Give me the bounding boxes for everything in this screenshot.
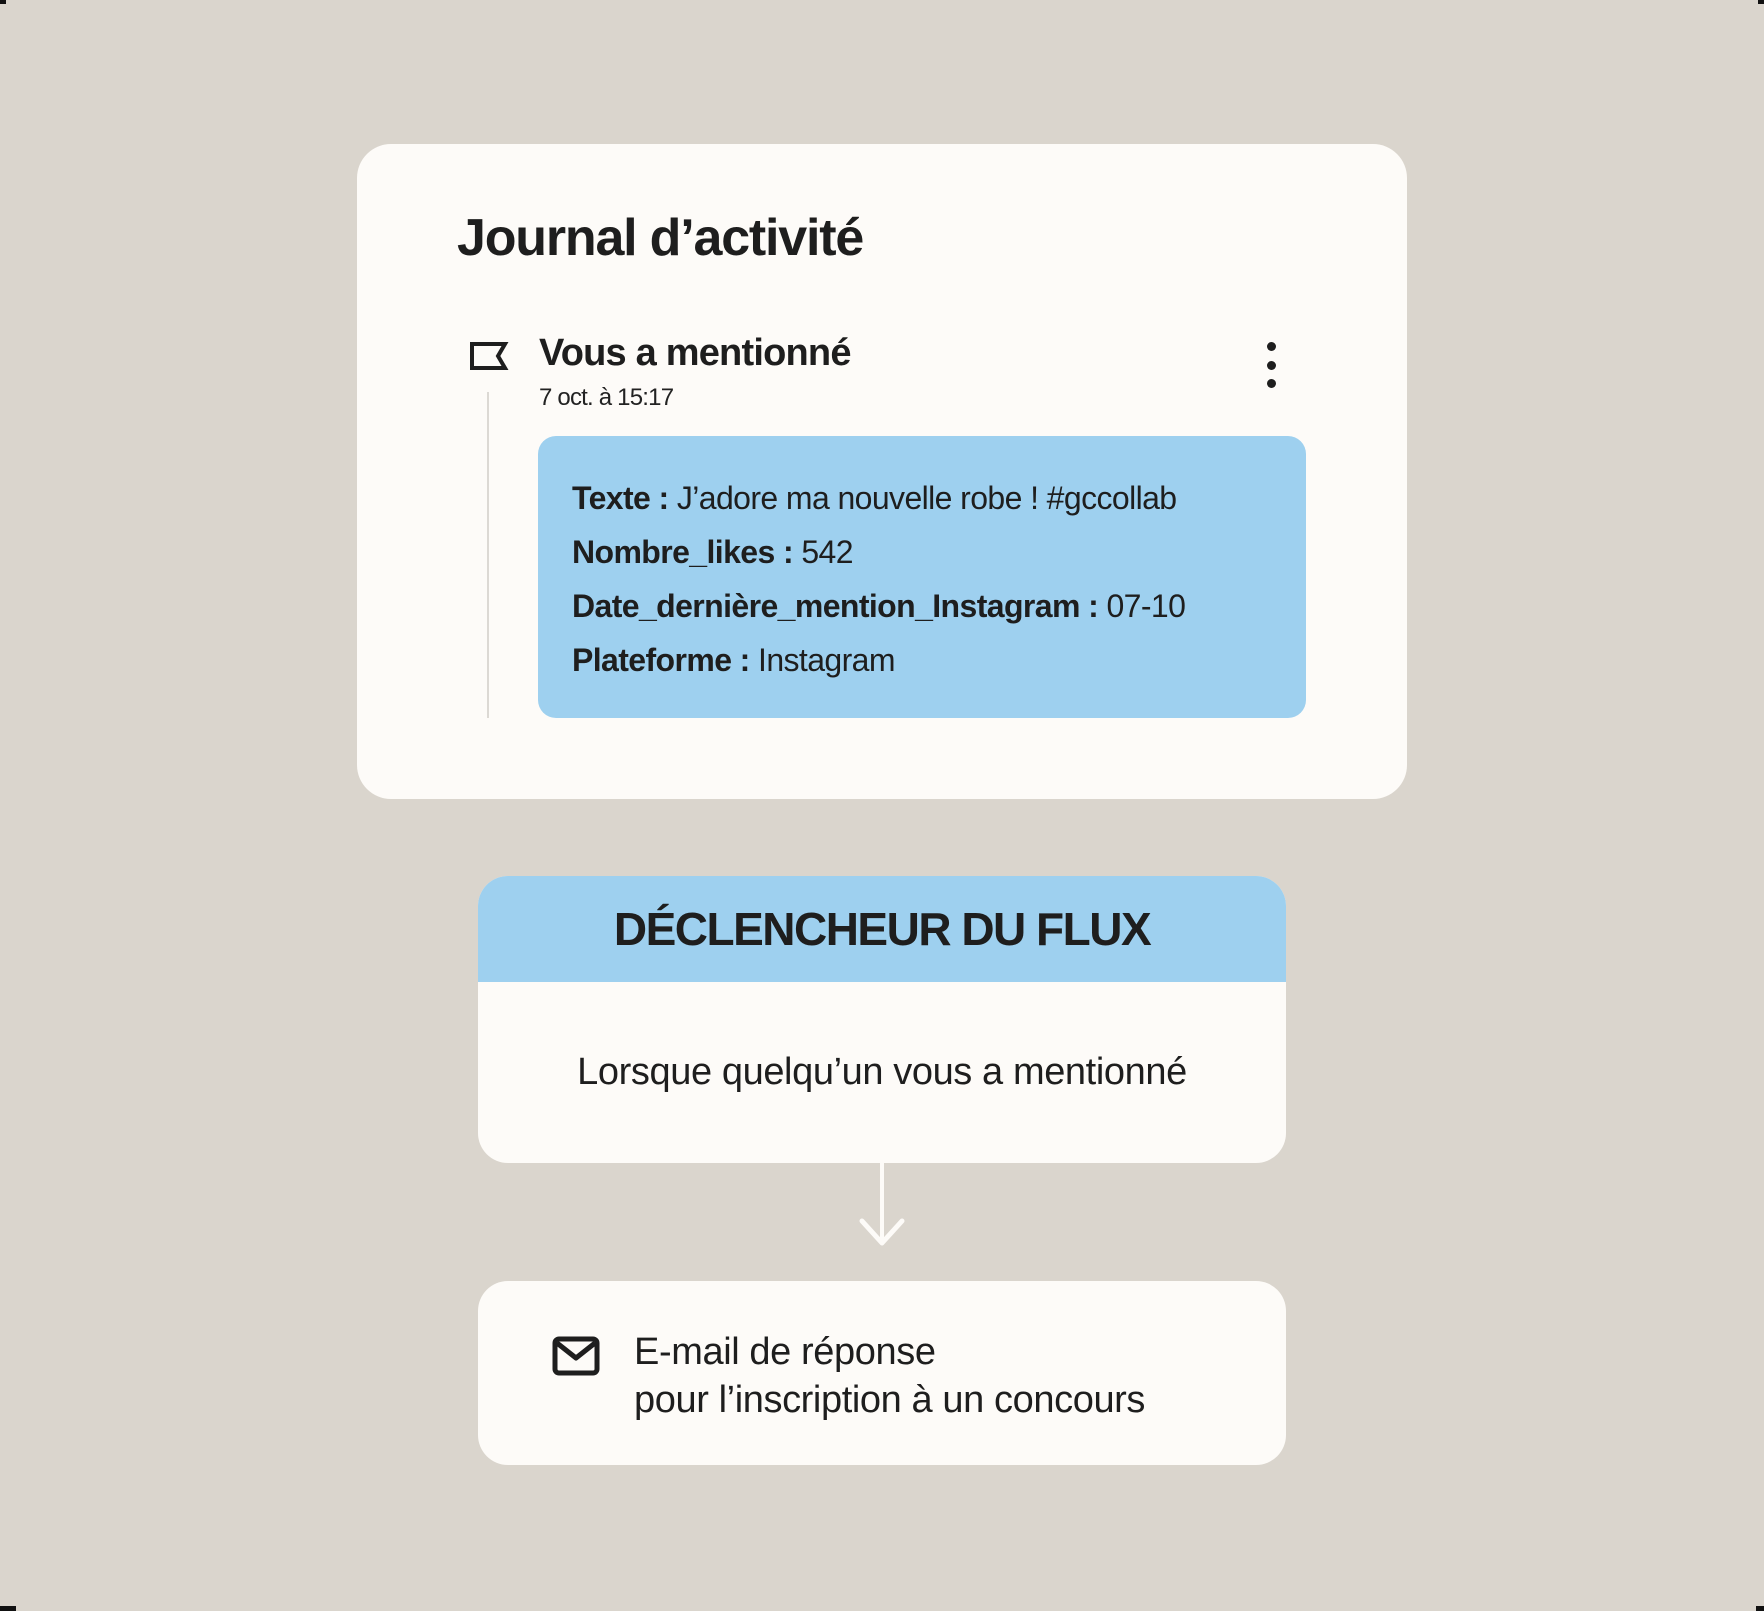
email-action-label bbox=[634, 1328, 1145, 1424]
email-action-card[interactable] bbox=[478, 1281, 1286, 1465]
activity-log-card bbox=[357, 144, 1407, 799]
detail-label: Nombre_likes : bbox=[572, 534, 794, 570]
flow-trigger-body bbox=[478, 982, 1286, 1163]
flow-trigger-header bbox=[478, 876, 1286, 982]
detail-value: J’adore ma nouvelle robe ! #gccollab bbox=[676, 480, 1177, 516]
event-details-box bbox=[538, 436, 1306, 718]
email-action-line1: E-mail de réponse bbox=[634, 1331, 936, 1373]
more-vertical-icon-dot bbox=[1267, 361, 1276, 370]
event-timestamp: 7 oct. à 15:17 bbox=[539, 384, 674, 411]
detail-row-plateforme bbox=[572, 644, 895, 676]
more-vertical-icon bbox=[1267, 342, 1276, 351]
corner-mark bbox=[1756, 1606, 1764, 1611]
detail-value: 542 bbox=[801, 534, 853, 570]
detail-label: Date_dernière_mention_Instagram : bbox=[572, 588, 1099, 624]
corner-mark bbox=[1758, 0, 1764, 4]
detail-row-nombre-likes bbox=[572, 536, 853, 568]
detail-row-date-mention bbox=[572, 590, 1185, 622]
flow-trigger-card[interactable] bbox=[478, 876, 1286, 1163]
timeline-line bbox=[487, 392, 489, 718]
more-vertical-icon-dot bbox=[1267, 379, 1276, 388]
detail-row-texte bbox=[572, 482, 1176, 514]
more-options-button[interactable] bbox=[1258, 342, 1284, 388]
detail-value: Instagram bbox=[758, 642, 895, 678]
flow-trigger-title: DÉCLENCHEUR DU FLUX bbox=[613, 903, 1151, 955]
event-title: Vous a mentionné bbox=[539, 332, 851, 374]
flag-icon bbox=[469, 340, 509, 372]
arrow-down-icon bbox=[852, 1163, 912, 1249]
corner-mark bbox=[0, 1606, 16, 1611]
mail-icon bbox=[552, 1336, 600, 1376]
corner-mark bbox=[0, 0, 6, 4]
detail-label: Plateforme : bbox=[572, 642, 750, 678]
detail-label: Texte : bbox=[572, 480, 669, 516]
detail-value: 07-10 bbox=[1106, 588, 1186, 624]
flow-trigger-description: Lorsque quelqu’un vous a mentionné bbox=[577, 1051, 1187, 1093]
activity-log-title: Journal d’activité bbox=[457, 209, 864, 267]
email-action-line2: pour l’inscription à un concours bbox=[634, 1379, 1146, 1421]
